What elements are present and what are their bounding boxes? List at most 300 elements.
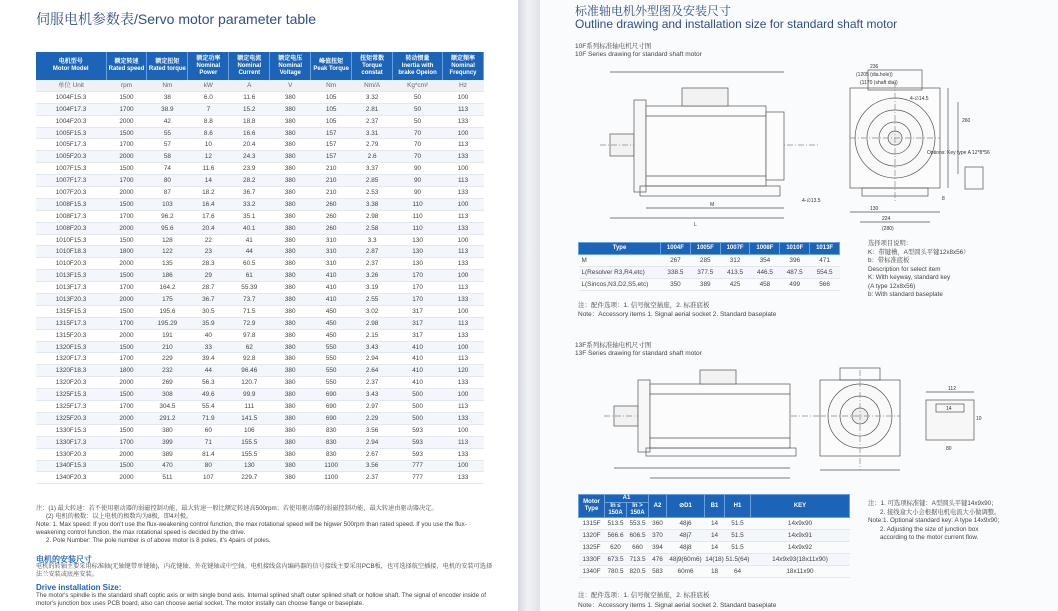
table-10f	[578, 242, 840, 291]
table-cell: 380	[270, 163, 311, 175]
table-cell: 1700	[106, 175, 147, 187]
table-cell: 100	[443, 163, 484, 175]
table-cell: 1013F20.3	[36, 294, 106, 306]
table-cell: 170	[393, 270, 443, 282]
table-cell: 62	[229, 341, 270, 353]
table-cell: 2000	[106, 151, 147, 163]
param-header-4	[229, 52, 270, 80]
unit-cell: 单位 Unit	[36, 80, 106, 91]
t13-cell: 14	[705, 542, 725, 554]
table-cell: 80	[147, 175, 188, 187]
table-cell: 1010F15.3	[36, 234, 106, 246]
table-cell: 105	[311, 115, 352, 127]
param-header-cn: 额定电流	[237, 55, 262, 62]
t13-cell: 48j9(60m6)	[667, 554, 705, 566]
table-cell: 1500	[106, 389, 147, 401]
table-cell: 1315F15.3	[36, 305, 106, 317]
t13-cell: 18	[705, 566, 725, 578]
table-cell: 210	[311, 163, 352, 175]
table-cell: 60.5	[229, 258, 270, 270]
t10-cell: 354	[750, 255, 780, 267]
table-cell: 380	[270, 365, 311, 377]
notes-block	[36, 505, 496, 545]
table-cell: 410	[311, 282, 352, 294]
th-od1: ⊘D1	[667, 495, 705, 518]
param-header-en: Nominal Power	[196, 62, 221, 76]
table-cell: 3.32	[352, 91, 393, 103]
table-cell: 100	[443, 305, 484, 317]
table-cell: 60	[188, 424, 229, 436]
t13-cell: 14x9x91	[751, 530, 850, 542]
table-cell: 6.0	[188, 91, 229, 103]
table-cell: 3.37	[352, 163, 393, 175]
table-cell: 2.37	[352, 472, 393, 484]
unit-cell: A	[229, 80, 270, 91]
t13-cell: 14	[705, 530, 725, 542]
table-cell: 1700	[106, 353, 147, 365]
t10-cell: 566	[810, 279, 840, 291]
t10-cell: 389	[690, 279, 720, 291]
table-cell: 50	[393, 115, 443, 127]
table-cell: 133	[443, 151, 484, 163]
param-header-en: Rated speed	[108, 66, 145, 72]
right-title-en: Outline drawing and installation size for standard shaft motor	[575, 17, 898, 31]
table-cell: 380	[147, 424, 188, 436]
dim-b3: 130	[870, 206, 879, 212]
t10-cell: 338.5	[661, 267, 691, 279]
table-cell: 110	[393, 222, 443, 234]
table-cell: 380	[270, 472, 311, 484]
t10-cell: 471	[810, 255, 840, 267]
table-cell: 191	[147, 329, 188, 341]
t10-cell: M	[579, 255, 661, 267]
table-cell: 61	[229, 270, 270, 282]
table-cell: 58	[147, 151, 188, 163]
table-cell: 2000	[106, 412, 147, 424]
table-cell: 1320F18.3	[36, 365, 106, 377]
t10-header: 1005F	[690, 243, 720, 255]
t10-header: 1007F	[720, 243, 750, 255]
table-row	[36, 282, 484, 294]
table-cell: 100	[443, 234, 484, 246]
install-text-cn: 电机的转轴主要采用标准轴(无轴键带单键轴)，内花键轴、外花键轴或中空轴。电机接线盒内编码器的信号接线主要采用PCB板，也可选择航空插接，电机的安装可选择法兰安装或底座安装。	[36, 563, 493, 578]
table-cell: 40	[188, 329, 229, 341]
t10-cell: 285	[690, 255, 720, 267]
t13-cell: 14x9x90	[751, 518, 850, 530]
page-title: 伺服电机参数表/Servo motor parameter table	[36, 11, 317, 27]
dim13-w2: 14	[946, 406, 952, 412]
table-cell: 113	[443, 210, 484, 222]
param-header-cn: 额定功率	[196, 55, 221, 62]
table-cell: 3.56	[352, 460, 393, 472]
table-cell: 410	[311, 294, 352, 306]
table-row	[36, 341, 484, 353]
table-cell: 49.6	[188, 389, 229, 401]
t13-cell: 51.5(64)	[725, 554, 751, 566]
left-page	[0, 0, 518, 611]
table-cell: 2.79	[352, 139, 393, 151]
t10-row	[579, 279, 840, 291]
table-cell: 1500	[106, 91, 147, 103]
table-cell: 133	[443, 412, 484, 424]
table-row	[36, 234, 484, 246]
table-cell: 113	[443, 317, 484, 329]
table-cell: 133	[443, 329, 484, 341]
table-cell: 1700	[106, 139, 147, 151]
table-cell: 690	[311, 412, 352, 424]
dim13-w1: 112	[948, 386, 956, 392]
table-cell: 389	[147, 448, 188, 460]
table-cell: 380	[270, 175, 311, 187]
table-cell: 593	[393, 424, 443, 436]
t10-row	[579, 255, 840, 267]
table-cell: 128	[147, 234, 188, 246]
opt10-line: K: With keyway, standard key	[868, 274, 951, 281]
table-cell: 133	[443, 222, 484, 234]
table-cell: 1013F15.3	[36, 270, 106, 282]
table-cell: 1500	[106, 460, 147, 472]
table-cell: 1005F15.3	[36, 127, 106, 139]
table-cell: 133	[443, 294, 484, 306]
table-cell: 141.5	[229, 412, 270, 424]
table-cell: 380	[270, 305, 311, 317]
table-cell: 2000	[106, 377, 147, 389]
table-cell: 20.4	[188, 222, 229, 234]
table-cell: 2.94	[352, 353, 393, 365]
t13-cell: 394	[649, 542, 667, 554]
table-cell: 11.6	[188, 163, 229, 175]
table-cell: 380	[270, 198, 311, 210]
param-header-6	[311, 52, 352, 80]
opt13-line: 2. 接线盒大小会根据电机电流大小做调整。	[880, 508, 1001, 516]
table-cell: 450	[311, 329, 352, 341]
param-header-5	[270, 52, 311, 80]
table-cell: 511	[147, 472, 188, 484]
table-cell: 550	[311, 377, 352, 389]
table-cell: 1700	[106, 317, 147, 329]
table-cell: 106	[229, 424, 270, 436]
table-cell: 120.7	[229, 377, 270, 389]
table-cell: 2000	[106, 258, 147, 270]
t13-cell: 606.5	[627, 530, 649, 542]
table-cell: 35.1	[229, 210, 270, 222]
table-cell: 380	[270, 294, 311, 306]
note-cn-2: (2) 电机的极数：以上电机的极数均为8极，即4对极。	[46, 513, 193, 520]
t13-cell: 370	[649, 530, 667, 542]
table-cell: 155.5	[229, 448, 270, 460]
t13-cell: 513.5	[605, 518, 627, 530]
table-cell: 380	[270, 353, 311, 365]
param-header-en: Nominal Current	[237, 62, 262, 76]
table-cell: 157	[311, 127, 352, 139]
table-cell: 2.64	[352, 365, 393, 377]
table-cell: 1500	[106, 127, 147, 139]
table-cell: 71	[188, 436, 229, 448]
param-header-8	[393, 52, 443, 80]
table-cell: 1100	[311, 460, 352, 472]
table-cell: 1320F20.3	[36, 377, 106, 389]
table-cell: 100	[443, 389, 484, 401]
table-cell: 2.67	[352, 448, 393, 460]
table-cell: 2.6	[352, 151, 393, 163]
dim-b5: (280)	[882, 226, 894, 232]
t13-cell: 713.5	[627, 554, 649, 566]
t13-cell: 18x11x90	[751, 566, 850, 578]
table-cell: 113	[443, 175, 484, 187]
table-cell: 830	[311, 448, 352, 460]
table-cell: 830	[311, 436, 352, 448]
table-cell: 3.26	[352, 270, 393, 282]
th-a1-low: In ≤ 150A	[605, 503, 627, 518]
t10-cell: 499	[780, 279, 810, 291]
table-cell: 71.5	[229, 305, 270, 317]
table-cell: 308	[147, 389, 188, 401]
t10-header: 1013F	[810, 243, 840, 255]
table-cell: 107	[188, 472, 229, 484]
opt10-line: (A type 12x8x56)	[868, 282, 916, 290]
t13-row	[579, 554, 850, 566]
table-cell: 11.6	[229, 91, 270, 103]
param-header-cn: 额定转速	[114, 59, 139, 65]
table-cell: 2.81	[352, 103, 393, 115]
select-item-description	[868, 240, 969, 300]
drawing-10f-en: 10F Series drawing for standard shaft motor	[575, 51, 702, 58]
table-cell: 2.98	[352, 317, 393, 329]
table-cell: 380	[270, 424, 311, 436]
opt10-line: b: With standard baseplate	[868, 291, 943, 298]
t10-cell: L(Resolver R3,R4,etc)	[579, 267, 661, 279]
table-cell: 229.7	[229, 472, 270, 484]
param-header-en: Rated torque	[148, 66, 186, 72]
table-cell: 380	[270, 210, 311, 222]
table-cell: 135	[147, 258, 188, 270]
table-cell: 3.43	[352, 389, 393, 401]
note13-en: Note：Accessory items 1. Signal aerial socket 2. Standard baseplate	[578, 602, 777, 609]
table-cell: 830	[311, 424, 352, 436]
t13-cell: 360	[649, 518, 667, 530]
table-cell: 777	[393, 460, 443, 472]
param-header-9	[443, 52, 484, 80]
table-cell: 1325F17.3	[36, 401, 106, 413]
table-row	[36, 365, 484, 377]
table-cell: 380	[270, 377, 311, 389]
table-cell: 410	[393, 377, 443, 389]
table-cell: 380	[270, 389, 311, 401]
table-cell: 44	[188, 365, 229, 377]
table-cell: 1500	[106, 424, 147, 436]
table-row	[36, 294, 484, 306]
t13-cell: 673.5	[605, 554, 627, 566]
t13-cell: 51.5	[725, 518, 751, 530]
table-cell: 133	[443, 448, 484, 460]
table-cell: 1004F17.3	[36, 103, 106, 115]
table-cell: 10	[188, 139, 229, 151]
table-cell: 186	[147, 270, 188, 282]
unit-cell: Nm/A	[352, 80, 393, 91]
t10-cell: 312	[720, 255, 750, 267]
table-cell: 260	[311, 222, 352, 234]
drawing-13f	[570, 360, 990, 488]
param-header-en: Inertia with brake Opeion	[398, 62, 437, 76]
table-cell: 317	[393, 329, 443, 341]
table-cell: 2.85	[352, 175, 393, 187]
table-cell: 260	[311, 198, 352, 210]
table-cell: 2.97	[352, 401, 393, 413]
table-cell: 40.1	[229, 222, 270, 234]
table-cell: 130	[393, 246, 443, 258]
table-row	[36, 448, 484, 460]
param-header-7	[352, 52, 393, 80]
table-cell: 380	[270, 460, 311, 472]
param-header-cn: 转动惯量	[405, 55, 430, 62]
table-row	[36, 401, 484, 413]
table-cell: 500	[393, 389, 443, 401]
param-header-2	[147, 52, 188, 80]
table-cell: 317	[393, 305, 443, 317]
table-cell: 1007F15.3	[36, 163, 106, 175]
table-row	[36, 305, 484, 317]
table-cell: 2.55	[352, 294, 393, 306]
table-row	[36, 424, 484, 436]
table-cell: 380	[270, 151, 311, 163]
t10-cell: 446.5	[750, 267, 780, 279]
servo-parameter-table	[36, 52, 484, 484]
dim-d1: 4-∅14.5	[910, 96, 929, 102]
param-header-3	[188, 52, 229, 80]
table-cell: 777	[393, 472, 443, 484]
table-cell: 1010F20.3	[36, 258, 106, 270]
table-cell: 113	[443, 401, 484, 413]
table-cell: 87	[147, 187, 188, 199]
table-cell: 28.2	[229, 175, 270, 187]
table-cell: 380	[270, 222, 311, 234]
opt13-line: 2. Adjusting the size of junction box	[880, 525, 979, 533]
t10-header: 1008F	[750, 243, 780, 255]
table-row	[36, 151, 484, 163]
table-cell: 100	[443, 270, 484, 282]
table-cell: 110	[393, 198, 443, 210]
table-cell: 1008F20.3	[36, 222, 106, 234]
t13-row	[579, 530, 850, 542]
table-cell: 17.6	[188, 210, 229, 222]
table-cell: 29	[188, 270, 229, 282]
table-cell: 18.8	[229, 115, 270, 127]
table-cell: 28.3	[188, 258, 229, 270]
param-header-cn: 电机型号	[58, 59, 83, 65]
table-row	[36, 91, 484, 103]
t10-row	[579, 267, 840, 279]
table-cell: 380	[270, 401, 311, 413]
t10-cell: 554.5	[810, 267, 840, 279]
th-h1: H1	[725, 495, 751, 518]
t13-cell: 1315F	[579, 518, 605, 530]
t13-cell: 553.5	[627, 518, 649, 530]
param-header-cn: 额定电压	[278, 55, 303, 62]
table-cell: 1325F20.3	[36, 412, 106, 424]
t10-cell: 350	[661, 279, 691, 291]
table-cell: 410	[393, 365, 443, 377]
t10-cell: 425	[720, 279, 750, 291]
dim-l: L	[694, 222, 697, 228]
table-cell: 210	[311, 175, 352, 187]
table-row	[36, 246, 484, 258]
table-cell: 380	[270, 341, 311, 353]
table-row	[36, 222, 484, 234]
table-cell: 35.9	[188, 317, 229, 329]
drawing-13f-en: 13F Series drawing for standard shaft motor	[575, 350, 702, 357]
table-cell: 1005F17.3	[36, 139, 106, 151]
table-cell: 80	[188, 460, 229, 472]
param-header-en: Nominal Frequncy	[449, 62, 477, 76]
th-motor-type: Motor Type	[579, 495, 605, 518]
table-cell: 1100	[311, 472, 352, 484]
table-cell: 380	[270, 412, 311, 424]
opt10-line: K：带键槽，A型圆头平键12x8x56）	[868, 248, 970, 256]
table-cell: 1800	[106, 365, 147, 377]
table-cell: 113	[443, 246, 484, 258]
t13-cell: 620	[605, 542, 627, 554]
table-cell: 2.94	[352, 436, 393, 448]
table-cell: 8.8	[188, 115, 229, 127]
table-cell: 1320F17.3	[36, 353, 106, 365]
table-cell: 1500	[106, 163, 147, 175]
t13-row	[579, 566, 850, 578]
table-row	[36, 389, 484, 401]
table-cell: 2000	[106, 115, 147, 127]
table-cell: 2000	[106, 448, 147, 460]
table-cell: 3.19	[352, 282, 393, 294]
table-cell: 2.58	[352, 222, 393, 234]
table-row	[36, 436, 484, 448]
opt13-line: according to the motor current flow.	[880, 534, 979, 541]
t13-cell: 14x9x92	[751, 542, 850, 554]
install-title-cn: 电机的安装尺寸	[36, 555, 92, 564]
table-cell: 133	[443, 472, 484, 484]
t13-row	[579, 542, 850, 554]
table-cell: 2.53	[352, 187, 393, 199]
table-cell: 2.87	[352, 246, 393, 258]
table-cell: 130	[393, 234, 443, 246]
dim-top3: (1170 (shaft dia))	[860, 80, 898, 86]
table-cell: 120	[443, 365, 484, 377]
t13-cell: 660	[627, 542, 649, 554]
param-header-1	[106, 52, 147, 80]
table-cell: 2000	[106, 222, 147, 234]
table-row	[36, 115, 484, 127]
table-cell: 232	[147, 365, 188, 377]
right-title-cn: 标准轴电机外型图及安装尺寸	[575, 4, 732, 18]
table-cell: 380	[270, 246, 311, 258]
table-cell: 1700	[106, 436, 147, 448]
t10-cell: 396	[780, 255, 810, 267]
param-header-cn: 额定扭矩	[155, 59, 180, 65]
table-cell: 380	[270, 103, 311, 115]
table-cell: 3.02	[352, 305, 393, 317]
table-cell: 500	[393, 401, 443, 413]
table-cell: 81.4	[188, 448, 229, 460]
table-cell: 57	[147, 139, 188, 151]
t13-cell: 14(18)	[705, 554, 725, 566]
table-cell: 38	[147, 91, 188, 103]
param-header-cn: 扭矩常数	[360, 55, 385, 62]
param-header-cn: 峰值扭矩	[319, 59, 344, 65]
table-cell: 90	[393, 163, 443, 175]
unit-cell: rpm	[106, 80, 147, 91]
table-cell: 95.6	[147, 222, 188, 234]
table-cell: 1007F20.3	[36, 187, 106, 199]
t13-cell: 476	[649, 554, 667, 566]
table-row	[36, 163, 484, 175]
